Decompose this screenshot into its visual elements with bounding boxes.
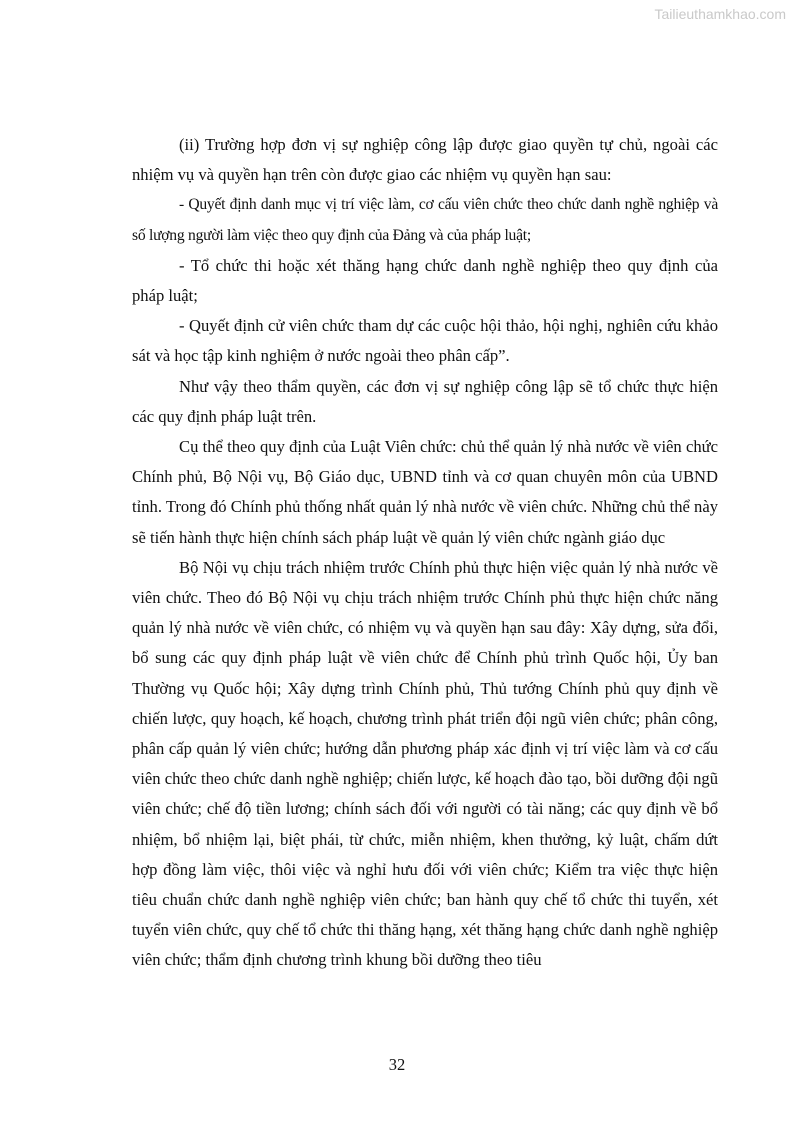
page-number: 32 — [388, 1055, 406, 1074]
watermark: Tailieuthamkhao.com — [654, 6, 786, 22]
paragraph-bullet-promotion-exam: - Tổ chức thi hoặc xét thăng hạng chức danh nghề nghiệp theo quy định của pháp luật; — [132, 255, 718, 306]
paragraph-bullet-overseas-delegation: - Quyết định cử viên chức tham dự các cuộc hội thảo, hội nghị, nghiên cứu khảo sát và học tập kinh nghiệm ở nước ngoài theo phân cấp”. — [132, 316, 718, 366]
paragraph-bullet-job-positions: - Quyết định danh mục vị trí việc làm, cơ cấu viên chức theo chức danh nghề nghiệp và số lượng người làm việc theo quy định của Đảng và của pháp luật; — [132, 196, 718, 244]
paragraph-civil-servant-law: Cụ thể theo quy định của Luật Viên chức: chủ thể quản lý nhà nước về viên chức Chính phủ, Bộ Nội vụ, Bộ Giáo dục, UBND tỉnh và cơ quan chuyên môn của UBND tỉnh. Trong đó Chính phủ thống nhất quản lý nhà nước về viên chức. Những chủ thể này sẽ tiến hành thực hiện chính sách pháp luật về quản lý viên chức ngành giáo dục — [132, 437, 718, 547]
paragraph-ministry-of-home-affairs: Bộ Nội vụ chịu trách nhiệm trước Chính phủ thực hiện việc quản lý nhà nước về viên chức. Theo đó Bộ Nội vụ chịu trách nhiệm trước Chính phủ thực hiện chức năng quản lý nhà nước về viên chức, có nhiệm vụ và quyền hạn sau đây: Xây dựng, sửa đổi, bổ sung các quy định pháp luật về viên chức để Chính phủ trình Quốc hội, Ủy ban Thường vụ Quốc hội; Xây dựng trình Chính phủ, Thủ tướng Chính phủ quy định về chiến lược, quy hoạch, kế hoạch, chương trình phát triển đội ngũ viên chức; phân công, phân cấp quản lý viên chức; hướng dẫn phương pháp xác định vị trí việc làm và cơ cấu viên chức theo chức danh nghề nghiệp; chiến lược, kế hoạch đào tạo, bồi dưỡng đội ngũ viên chức; chế độ tiền lương; chính sách đối với người có tài năng; các quy định về bổ nhiệm, bổ nhiệm lại, biệt phái, từ chức, miễn nhiệm, khen thưởng, kỷ luật, chấm dứt hợp đồng làm việc, thôi việc và nghỉ hưu đối với viên chức; Kiểm tra việc thực hiện tiêu chuẩn chức danh nghề nghiệp viên chức; ban hành quy chế tổ chức thi tuyển, xét tuyển viên chức, quy chế tổ chức thi thăng hạng, xét thăng hạng chức danh nghề nghiệp viên chức; thẩm định chương trình khung bồi dưỡng theo tiêu — [132, 557, 718, 970]
document-body — [132, 130, 718, 976]
paragraph-authority-summary: Như vậy theo thẩm quyền, các đơn vị sự nghiệp công lập sẽ tổ chức thực hiện các quy định pháp luật trên. — [132, 376, 718, 426]
paragraph-autonomy-intro: (ii) Trường hợp đơn vị sự nghiệp công lập được giao quyền tự chủ, ngoài các nhiệm vụ và quyền hạn trên còn được giao các nhiệm vụ quyền hạn sau: — [132, 135, 718, 185]
